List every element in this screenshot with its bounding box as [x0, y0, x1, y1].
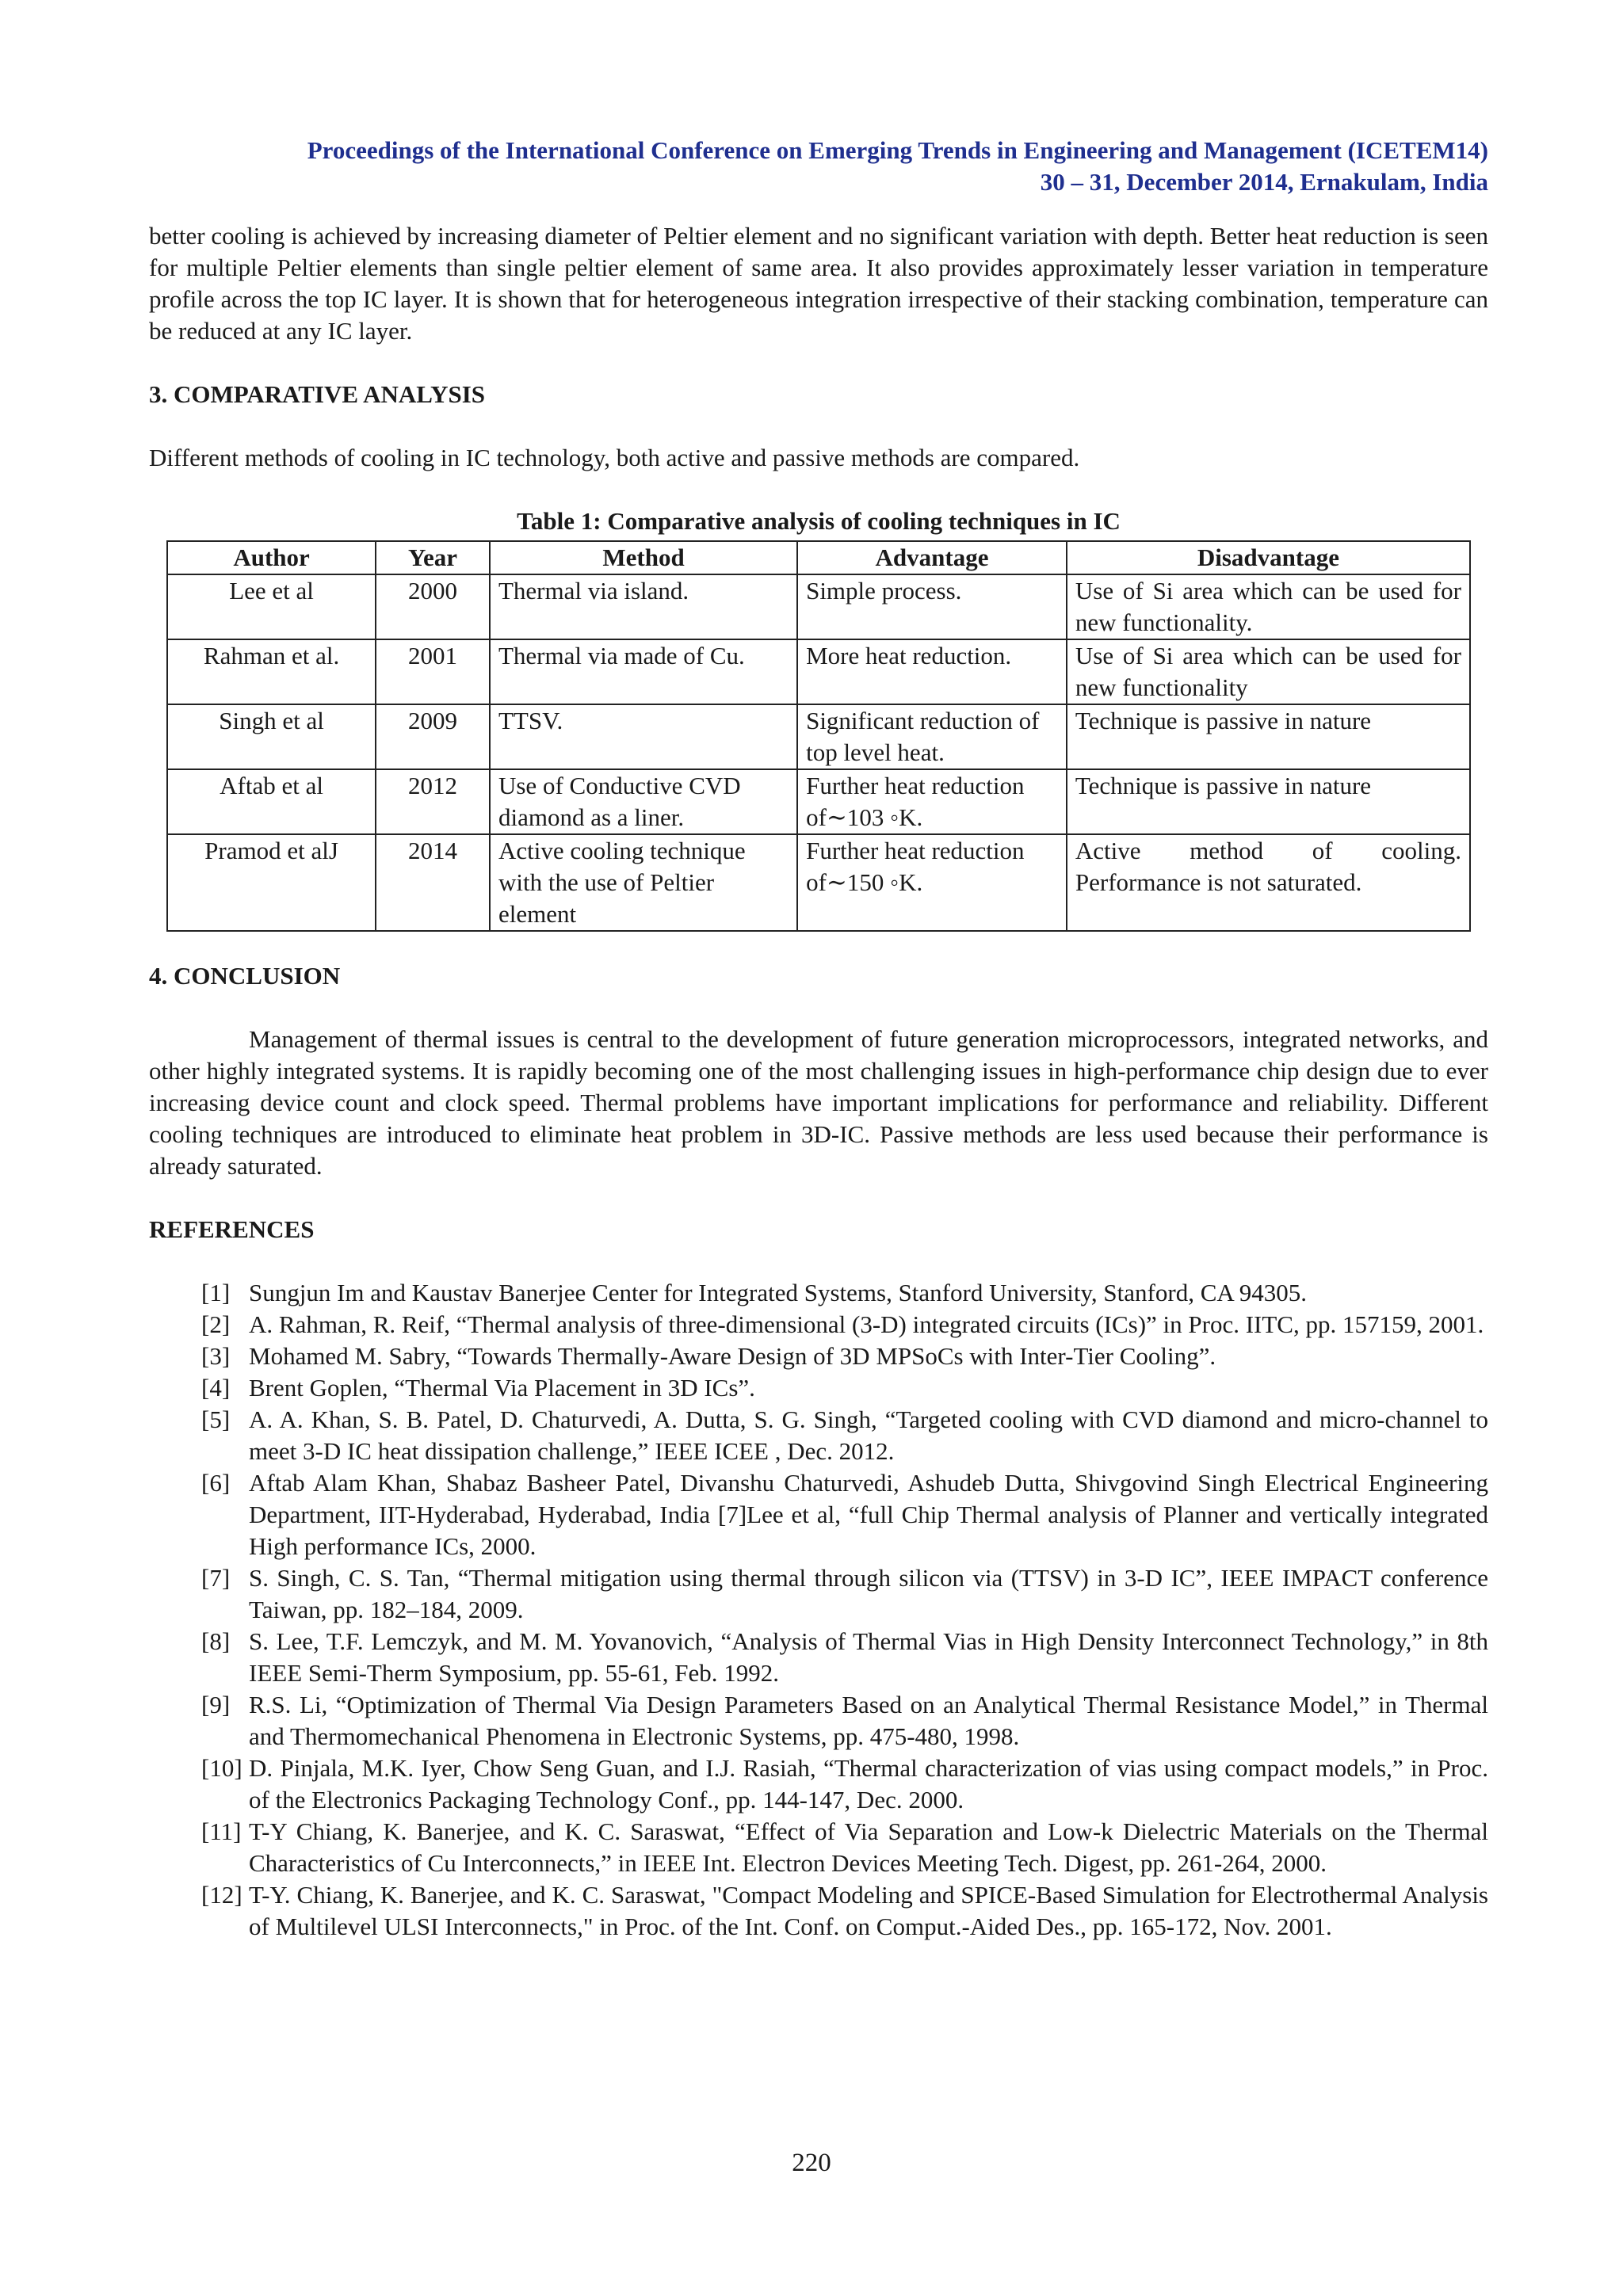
reference-text: Mohamed M. Sabry, “Towards Thermally-Aware Design of 3D MPSoCs with Inter-Tier Cooling”.	[249, 1342, 1216, 1370]
table-header-row	[167, 541, 1470, 574]
reference-number: [6]	[201, 1469, 231, 1497]
table-cell-advantage: More heat reduction.	[797, 639, 1067, 704]
table-cell-author: Pramod et alJ	[167, 834, 376, 931]
conclusion-paragraph: Management of thermal issues is central to the development of future generation microprocessors, integrated networks, and other highly integrated systems. It is rapidly becoming one of the most challenging issues in high-performance chip design due to ever increasing device count and clock speed. Thermal problems have important implications for performance and reliability. Different cooling techniques are introduced to eliminate heat problem in 3D-IC. Passive methods are less used because their performance is already saturated.	[149, 1025, 1488, 1180]
comparative-analysis-paragraph: Different methods of cooling in IC technology, both active and passive methods are compared.	[149, 444, 1080, 471]
reference-item	[149, 1753, 1488, 1816]
reference-item	[149, 1467, 1488, 1562]
reference-item	[149, 1879, 1488, 1943]
table-cell-year: 2009	[376, 704, 490, 769]
reference-text: Sungjun Im and Kaustav Banerjee Center for Integrated Systems, Stanford University, Stanford, CA 94305.	[249, 1279, 1308, 1306]
table-cell-author: Lee et al	[167, 574, 376, 639]
section-heading-comparative-analysis: 3. COMPARATIVE ANALYSIS	[149, 380, 486, 408]
table-cell-method: Thermal via island.	[490, 574, 797, 639]
conference-header-title: Proceedings of the International Conference on Emerging Trends in Engineering and Management (ICETEM14)	[307, 136, 1488, 164]
reference-number: [4]	[201, 1374, 231, 1402]
table-cell-author: Rahman et al.	[167, 639, 376, 704]
intro-paragraph: better cooling is achieved by increasing diameter of Peltier element and no significant variation with depth. Better heat reduction is seen for multiple Peltier elements than single peltier element of same area. It also provides approximately lesser variation in temperature profile across the top IC layer. It is shown that for heterogeneous integration irrespective of their stacking combination, temperature can be reduced at any IC layer.	[149, 222, 1488, 345]
reference-number: [5]	[201, 1405, 231, 1433]
reference-text: T-Y. Chiang, K. Banerjee, and K. C. Saraswat, "Compact Modeling and SPICE-Based Simulation for Electrothermal Analysis of Multilevel ULSI Interconnects," in Proc. of the Int. Conf. on Comput.-Aided Des., pp. 165-172, Nov. 2001.	[249, 1881, 1488, 1940]
table-cell-year: 2001	[376, 639, 490, 704]
table-header-year: Year	[376, 541, 490, 574]
section-heading-conclusion: 4. CONCLUSION	[149, 962, 341, 990]
table-cell-advantage: Further heat reduction of∼103 ◦K.	[797, 769, 1067, 834]
reference-text: S. Singh, C. S. Tan, “Thermal mitigation using thermal through silicon via (TTSV) in 3-D IC”, IEEE IMPACT conference Taiwan, pp. 182–184, 2009.	[249, 1564, 1488, 1623]
reference-number: [7]	[201, 1564, 231, 1592]
conference-header-date-location: 30 – 31, December 2014, Ernakulam, India	[1040, 168, 1488, 196]
table-row	[167, 769, 1470, 834]
reference-number: [2]	[201, 1310, 231, 1338]
table-header-author: Author	[167, 541, 376, 574]
reference-item	[149, 1341, 1488, 1372]
reference-text: Brent Goplen, “Thermal Via Placement in 3D ICs”.	[249, 1374, 755, 1402]
reference-number: [12]	[201, 1881, 242, 1909]
table-cell-advantage: Simple process.	[797, 574, 1067, 639]
table-cell-author: Aftab et al	[167, 769, 376, 834]
table-cell-year: 2000	[376, 574, 490, 639]
reference-number: [3]	[201, 1342, 231, 1370]
reference-item	[149, 1562, 1488, 1626]
reference-text: S. Lee, T.F. Lemczyk, and M. M. Yovanovich, “Analysis of Thermal Vias in High Density Interconnect Technology,” in 8th IEEE Semi-Therm Symposium, pp. 55-61, Feb. 1992.	[249, 1627, 1488, 1687]
table-cell-advantage: Significant reduction of top level heat.	[797, 704, 1067, 769]
comparison-table	[166, 540, 1471, 932]
table-header-disadvantage: Disadvantage	[1067, 541, 1470, 574]
reference-text: Aftab Alam Khan, Shabaz Basheer Patel, Divanshu Chaturvedi, Ashudeb Dutta, Shivgovind Singh Electrical Engineering Department, IIT-Hyderabad, Hyderabad, India [7]Lee et al, “full Chip Thermal analysis of Planner and vertically integrated High performance ICs, 2000.	[249, 1469, 1488, 1560]
table-cell-disadvantage: Active method of cooling. Performance is not saturated.	[1067, 834, 1470, 931]
conference-header	[149, 135, 1488, 198]
table-header-method: Method	[490, 541, 797, 574]
table-cell-year: 2014	[376, 834, 490, 931]
table-cell-disadvantage: Technique is passive in nature	[1067, 704, 1470, 769]
table-cell-author: Singh et al	[167, 704, 376, 769]
reference-item	[149, 1309, 1488, 1341]
table-row	[167, 834, 1470, 931]
reference-number: [1]	[201, 1279, 231, 1306]
reference-list	[149, 1277, 1488, 1943]
reference-text: A. Rahman, R. Reif, “Thermal analysis of three-dimensional (3-D) integrated circuits (ICs)” in Proc. IITC, pp. 157159, 2001.	[249, 1310, 1484, 1338]
reference-text: T-Y Chiang, K. Banerjee, and K. C. Saraswat, “Effect of Via Separation and Low-k Dielectric Materials on the Thermal Characteristics of Cu Interconnects,” in IEEE Int. Electron Devices Meeting Tech. Digest, pp. 261-264, 2000.	[249, 1817, 1488, 1877]
table-cell-year: 2012	[376, 769, 490, 834]
reference-item	[149, 1372, 1488, 1404]
reference-number: [9]	[201, 1691, 231, 1718]
reference-item	[149, 1404, 1488, 1467]
page-number: 220	[792, 2149, 831, 2177]
table-caption: Table 1: Comparative analysis of cooling techniques in IC	[517, 507, 1121, 535]
table-cell-disadvantage: Technique is passive in nature	[1067, 769, 1470, 834]
section-heading-references: REFERENCES	[149, 1215, 315, 1243]
table-cell-method: Thermal via made of Cu.	[490, 639, 797, 704]
reference-item	[149, 1816, 1488, 1879]
table-cell-advantage: Further heat reduction of∼150 ◦K.	[797, 834, 1067, 931]
table-row	[167, 639, 1470, 704]
table-header-advantage: Advantage	[797, 541, 1067, 574]
reference-item	[149, 1689, 1488, 1753]
reference-text: R.S. Li, “Optimization of Thermal Via Design Parameters Based on an Analytical Thermal Resistance Model,” in Thermal and Thermomechanical Phenomena in Electronic Systems, pp. 475-480, 1998.	[249, 1691, 1488, 1750]
reference-number: [10]	[201, 1754, 242, 1782]
table-cell-method: Use of Conductive CVD diamond as a liner.	[490, 769, 797, 834]
reference-text: D. Pinjala, M.K. Iyer, Chow Seng Guan, and I.J. Rasiah, “Thermal characterization of vias using compact models,” in Proc. of the Electronics Packaging Technology Conf., pp. 144-147, Dec. 2000.	[249, 1754, 1488, 1814]
reference-item	[149, 1277, 1488, 1309]
table-row	[167, 574, 1470, 639]
table-cell-disadvantage: Use of Si area which can be used for new functionality	[1067, 639, 1470, 704]
table-cell-disadvantage: Use of Si area which can be used for new functionality.	[1067, 574, 1470, 639]
reference-number: [11]	[201, 1817, 242, 1845]
reference-text: A. A. Khan, S. B. Patel, D. Chaturvedi, A. Dutta, S. G. Singh, “Targeted cooling with CVD diamond and micro-channel to meet 3-D IC heat dissipation challenge,” IEEE ICEE , Dec. 2012.	[249, 1405, 1488, 1465]
reference-item	[149, 1626, 1488, 1689]
table-cell-method: TTSV.	[490, 704, 797, 769]
paper-page	[149, 135, 1488, 1943]
table-row	[167, 704, 1470, 769]
reference-number: [8]	[201, 1627, 231, 1655]
table-cell-method: Active cooling technique with the use of Peltier element	[490, 834, 797, 931]
